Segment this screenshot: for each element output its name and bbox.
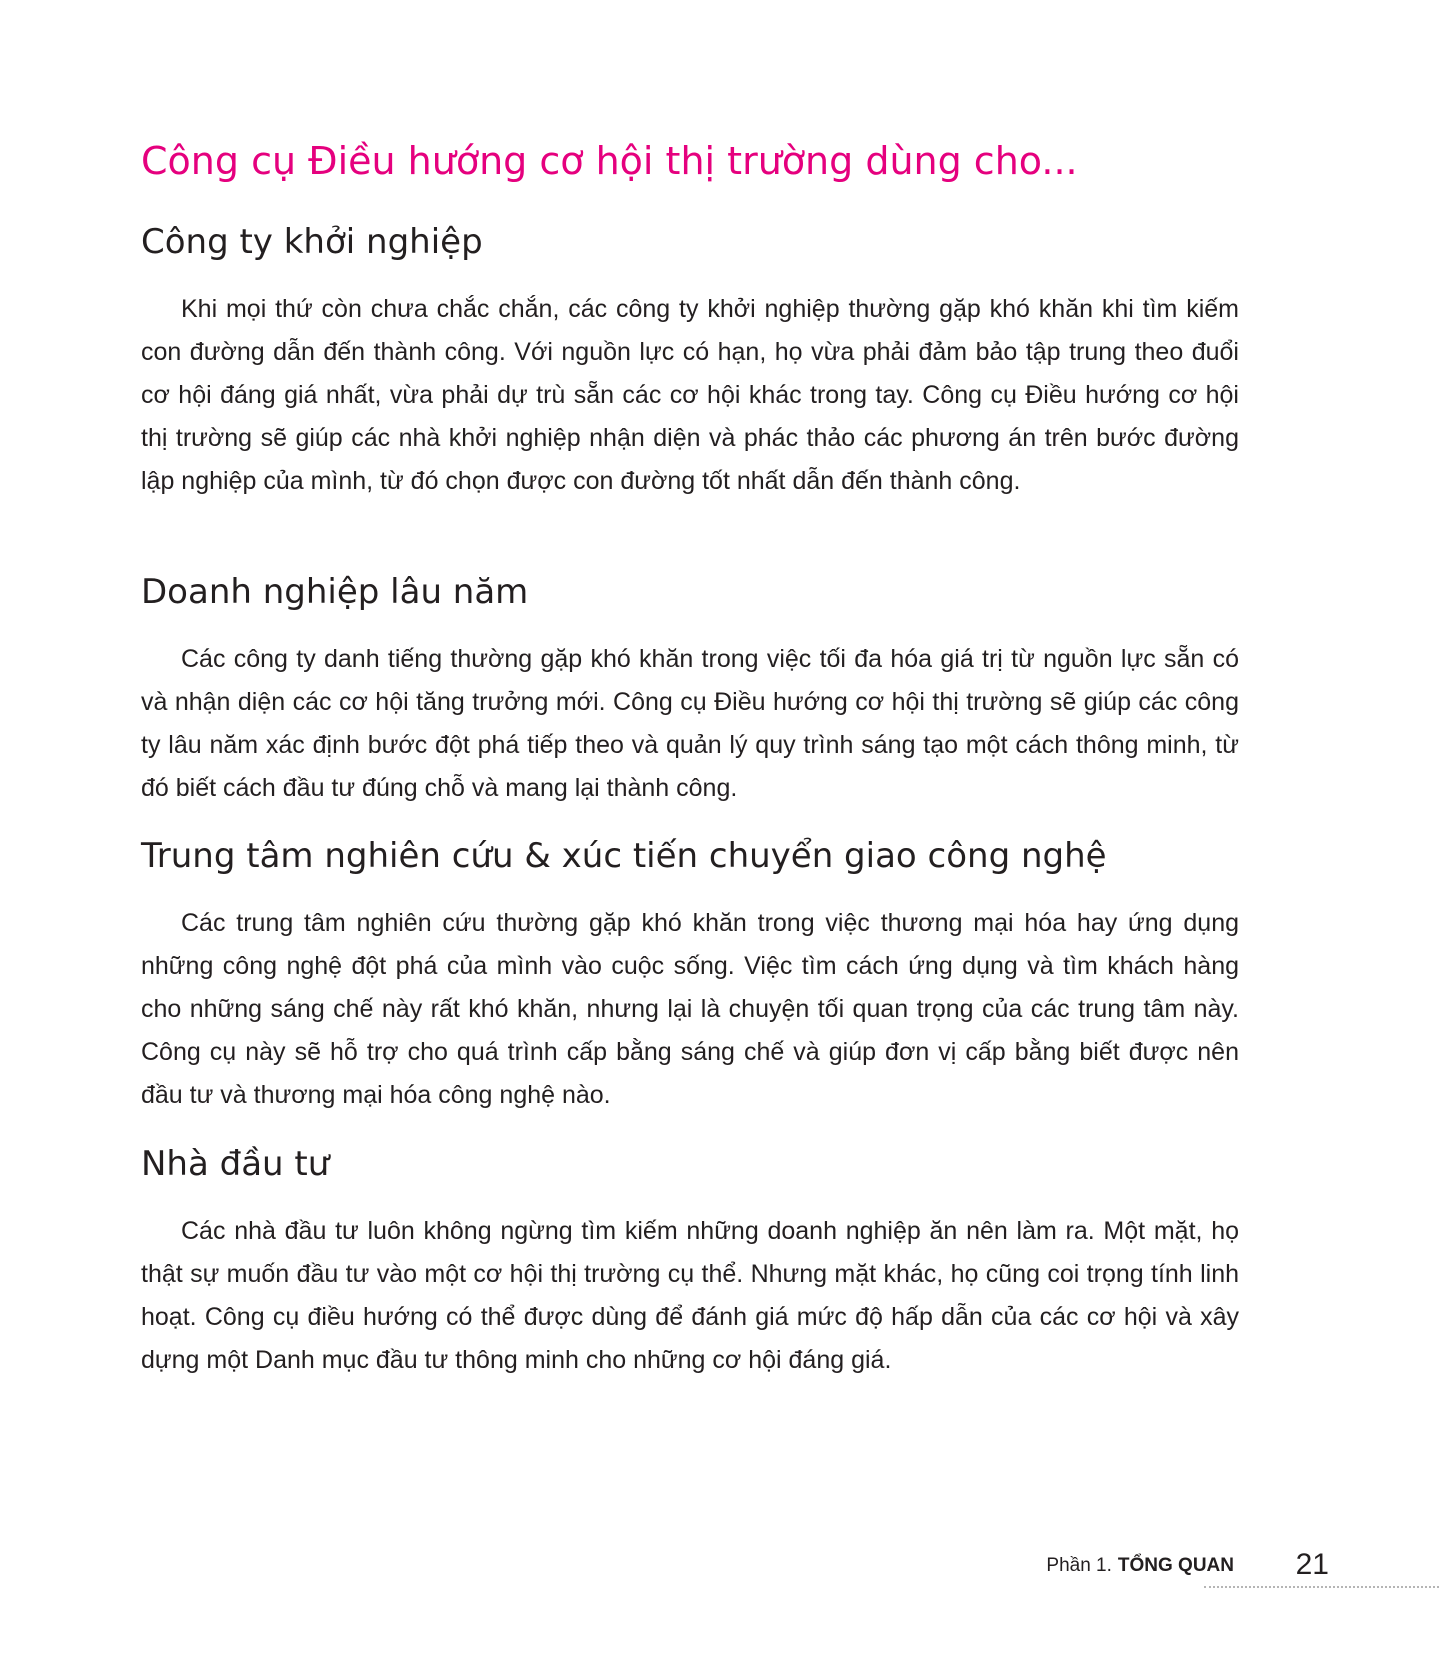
section-heading-investors: Nhà đầu tư	[141, 1144, 330, 1184]
page-number: 21	[1295, 1548, 1329, 1581]
section-body-established-companies: Các công ty danh tiếng thường gặp khó khăn trong việc tối đa hóa giá trị từ nguồn lực sẵn có và nhận diện các cơ hội tăng trưởng mới. Công cụ Điều hướng cơ hội thị trường sẽ giúp các công ty lâu năm xác định bước đột phá tiếp theo và quản lý quy trình sáng tạo một cách thông minh, từ đó biết cách đầu tư đúng chỗ và mang lại thành công.	[141, 645, 1239, 802]
section-heading-startups: Công ty khởi nghiệp	[141, 222, 483, 262]
section-label: TỔNG QUAN	[1117, 1555, 1234, 1576]
section-body-investors: Các nhà đầu tư luôn không ngừng tìm kiếm những doanh nghiệp ăn nên làm ra. Một mặt, họ thật sự muốn đầu tư vào một cơ hội thị trường cụ thể. Nhưng mặt khác, họ cũng coi trọng tính linh hoạt. Công cụ điều hướng có thể được dùng để đánh giá mức độ hấp dẫn của các cơ hội và xây dựng một Danh mục đầu tư thông minh cho những cơ hội đáng giá.	[141, 1217, 1239, 1374]
part-label: Phần 1.	[1046, 1555, 1112, 1576]
section-body-startups: Khi mọi thứ còn chưa chắc chắn, các công ty khởi nghiệp thường gặp khó khăn khi tìm kiếm con đường dẫn đến thành công. Với nguồn lực có hạn, họ vừa phải đảm bảo tập trung theo đuổi cơ hội đáng giá nhất, vừa phải dự trù sẵn các cơ hội khác trong tay. Công cụ Điều hướng cơ hội thị trường sẽ giúp các nhà khởi nghiệp nhận diện và phác thảo các phương án trên bước đường lập nghiệp của mình, từ đó chọn được con đường tốt nhất dẫn đến thành công.	[141, 295, 1239, 495]
page-footer	[1039, 1546, 1439, 1606]
section-heading-research-centers: Trung tâm nghiên cứu & xúc tiến chuyển giao công nghệ	[141, 836, 1107, 876]
dotted-rule	[1204, 1586, 1439, 1588]
running-footer	[1046, 1554, 1234, 1578]
section-body-research-centers: Các trung tâm nghiên cứu thường gặp khó khăn trong việc thương mại hóa hay ứng dụng những công nghệ đột phá của mình vào cuộc sống. Việc tìm cách ứng dụng và tìm khách hàng cho những sáng chế này rất khó khăn, nhưng lại là chuyện tối quan trọng của các trung tâm này. Công cụ này sẽ hỗ trợ cho quá trình cấp bằng sáng chế và giúp đơn vị cấp bằng biết được nên đầu tư và thương mại hóa công nghệ nào.	[141, 909, 1239, 1109]
page-title: Công cụ Điều hướng cơ hội thị trường dùng cho...	[141, 139, 1078, 183]
section-heading-established-companies: Doanh nghiệp lâu năm	[141, 572, 529, 612]
